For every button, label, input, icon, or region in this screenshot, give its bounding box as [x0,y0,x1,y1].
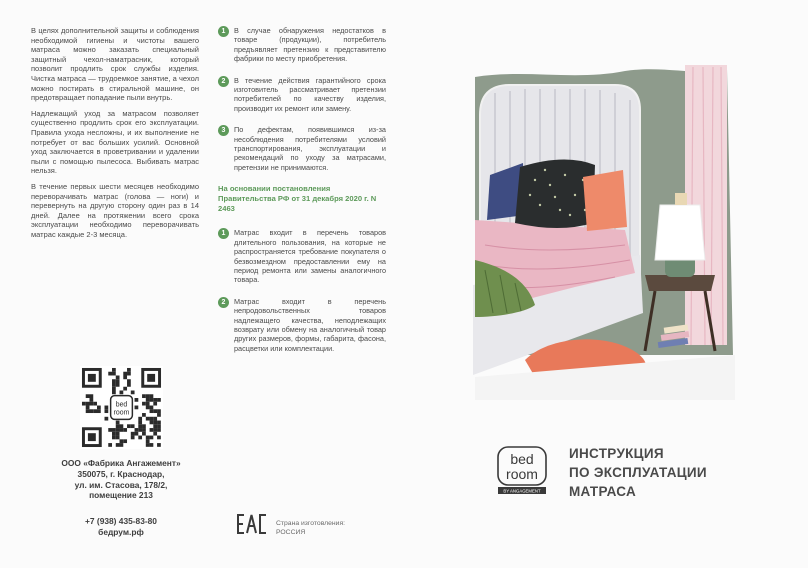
warranty-item [218,26,386,64]
regulation-item [218,297,386,353]
number-badge: 2 [218,297,229,308]
regulation-item-text: Матрас входит в перечень непродовольственных товаров надлежащего качества, неподлежащих возврату или обмену на аналогичный товар других размеров, формы, габарита, фасона, расцветки или комплектации. [234,296,386,353]
bedroom-logo [494,446,550,496]
warranty-item [218,76,386,114]
bedroom-illustration [465,55,765,400]
qr-logo-line1: bed [115,401,128,409]
origin-country: РОССИЯ [276,528,306,536]
warranty-column [218,26,386,365]
company-street: ул. им. Стасова, 178/2, [74,479,168,490]
company-name: ООО «Фабрика Ангажемент» [61,458,181,468]
care-text-column [31,26,199,245]
qr-logo-line2: room [113,409,130,417]
contacts [36,516,206,538]
brochure-title [569,444,707,501]
country-of-origin [276,520,345,537]
regulation-heading: На основании постановления Правительства РФ от 31 декабря 2020 г. N 2463 [218,184,377,214]
company-address [36,458,206,501]
care-paragraph-2: Надлежащий уход за матрасом позволяет существенно продлить срок его эксплуатации. Правила ухода несложны, и их выполнение не потребует от вас больших усилий. Основной уход заключается в проветривании и удалении пыли с помощью пылесоса. Выбивать матрас нельзя. [31,108,199,176]
phone-number[interactable]: +7 (938) 435-83-80 [85,516,157,526]
care-paragraph-3: В течение первых шести месяцев необходимо переворачивать матрас (голова — ноги) и перевернуть на другую сторону один раз в 14 дней. Далее на протяжении всего срока эксплуатации необходимо переворачивать матрас каждые 2-3 месяца. [31,181,199,239]
logo-subtitle: BY ANGAGEMENT [503,488,541,494]
number-badge: 1 [218,26,229,37]
logo-word-bed: bed [510,451,534,467]
logo-word-room: room [506,466,538,482]
website-link[interactable]: бедрум.рф [98,527,144,537]
company-postal: 350075, г. Краснодар, [77,468,165,479]
regulation-item [218,228,386,284]
origin-label: Страна изготовления: [276,520,346,527]
title-line-1: ИНСТРУКЦИЯ [569,446,664,461]
number-badge: 1 [218,228,229,239]
warranty-item [218,125,386,172]
warranty-item-text: В течение действия гарантийного срока изготовитель рассматривает претензии потребителей по качеству изделия, производит их ремонт или замену. [234,75,386,113]
title-line-2: ПО ЭКСПЛУАТАЦИИ [569,465,707,480]
eac-mark-icon [236,512,268,536]
number-badge: 3 [218,125,229,136]
title-line-3: МАТРАСА [569,484,637,499]
number-badge: 2 [218,76,229,87]
warranty-item-text: По дефектам, появившимся из-за несоблюдения потребителями условий транспортирования, эксплуатации и рекомендаций по уходу за матрасами, претензии не принимаются. [234,125,386,172]
care-paragraph-1: В целях дополнительной защиты и соблюдения необходимой гигиены и чистоты вашего матраса можно заказать специальный защитный чехол-наматрасник, который позволит продлить срок службы изделия. Чистка матраса — трудоемкое занятие, а чехол можно постирать в стиральной машине, он предотвращает попадание пыли внутрь. [31,26,199,103]
company-room: помещение 213 [89,490,153,501]
regulation-item-text: Матрас входит в перечень товаров длительного пользования, на которые не распространяется требование покупателя о безвозмездном предоставлении ему на период ремонта или замены аналогичного товара. [234,228,386,285]
qr-code[interactable] [80,366,163,449]
warranty-item-text: В случае обнаружения недостатков в товаре (продукции), потребитель предъявляет претензию к представителю фабрики по месту приобретения. [234,26,386,64]
